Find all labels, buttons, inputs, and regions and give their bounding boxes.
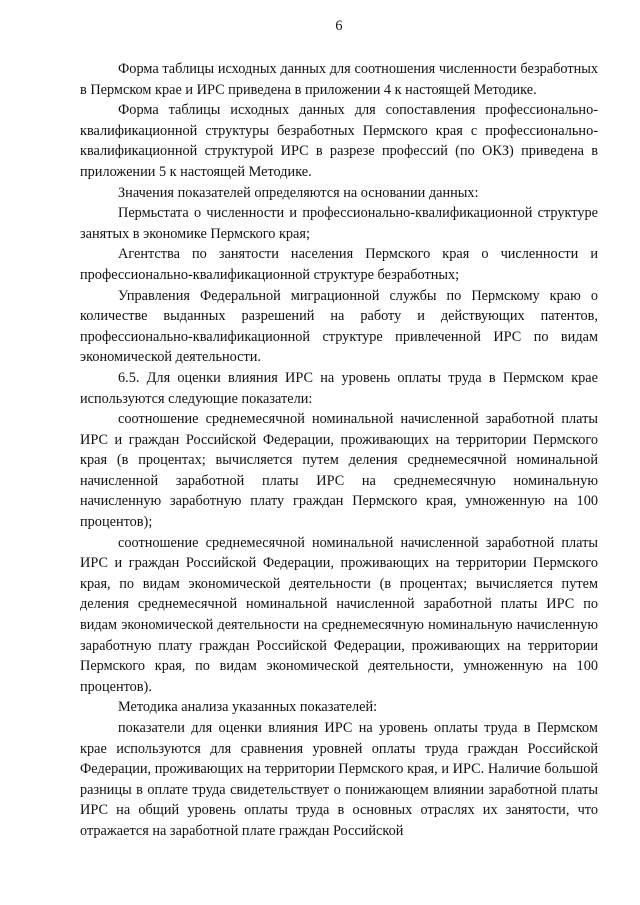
page-number: 6: [335, 18, 343, 34]
paragraph-employment-agency: Агентства по занятости населения Пермского края о численности и профессионально-квалификационной структуре безработных;: [80, 246, 598, 283]
paragraph-migration-service: Управления Федеральной миграционной службы по Пермскому краю о количестве выданных разрешений на работу и действующих патентов, профессионально-квалификационной структуре привлеченной ИРС по видам экономической деятельности.: [80, 287, 598, 366]
paragraph-wage-ratio: соотношение среднемесячной номинальной начисленной заработной платы ИРС и граждан Российской Федерации, проживающих на территории Пермского края (в процентах; вычисляется путем деления среднемесячной номинальной начисленной заработной платы ИРС на среднемесячную номинальную начисленную заработную плату граждан Пермского края, умноженную на 100 процентов);: [80, 411, 598, 531]
paragraph-data-sources: Значения показателей определяются на основании данных:: [118, 184, 479, 201]
paragraph-appendix-5: Форма таблицы исходных данных для сопоставления профессионально-квалификационной структуры безработных Пермского края с профессионально-квалификационной структурой ИРС в разрезе профессий (по ОКЗ) приведена в приложении 5 к настоящей Методике.: [80, 102, 598, 180]
paragraph-wage-ratio-by-activity: соотношение среднемесячной номинальной начисленной заработной платы ИРС и граждан Российской Федерации, проживающих на территории Пермского края, по видам экономической деятельности (в процентах; вычисляется путем деления среднемесячной номинальной начисленной заработной платы ИРС по видам экономической деятельности на среднемесячную номинальную начисленную заработную плату граждан Российской Федерации, проживающих на территории Пермского края, по видам экономической деятельности, умноженную на 100 процентов).: [80, 534, 598, 695]
paragraph-method-description: показатели для оценки влияния ИРС на уровень оплаты труда в Пермском крае используются для сравнения уровней оплаты труда граждан Российской Федерации, проживающих на территории Пермского края, и ИРС. Наличие большой разницы в оплате труда свидетельствует о понижающем влиянии заработной платы ИРС на общий уровень оплаты труда в основных отраслях их занятости, что отражается на заработной плате граждан Российской: [80, 720, 598, 839]
document-page: [80, 16, 598, 842]
paragraph-method-heading: Методика анализа указанных показателей:: [118, 699, 378, 716]
paragraph-permstat: Пермьстата о численности и профессионально-квалификационной структуре занятых в экономике Пермского края;: [80, 205, 598, 242]
paragraph-section-6-5: 6.5. Для оценки влияния ИРС на уровень оплаты труда в Пермском крае используются следующие показатели:: [80, 369, 598, 407]
paragraph-appendix-4: Форма таблицы исходных данных для соотношения численности безработных в Пермском крае и ИРС приведена в приложении 4 к настоящей Методике.: [80, 61, 598, 98]
